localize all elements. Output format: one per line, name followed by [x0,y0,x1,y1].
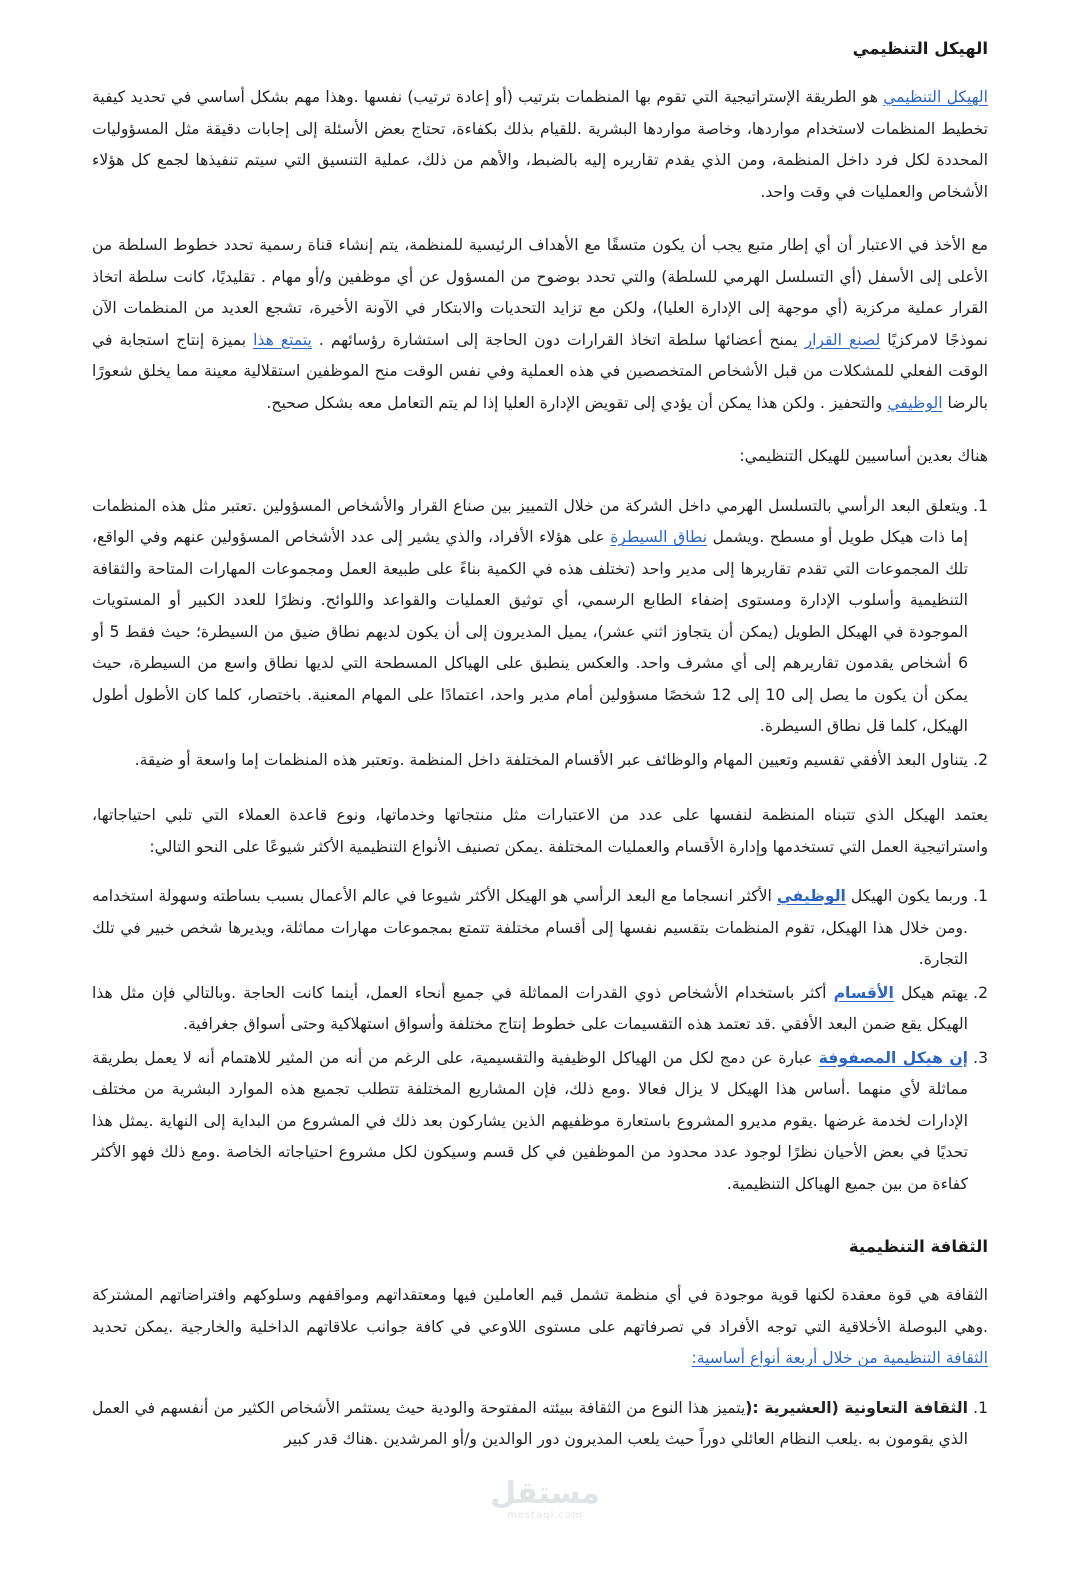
culture-types-list [92,1393,988,1456]
watermark-text: مستقل [490,1476,600,1511]
paragraph-structure-types-intro: يعتمد الهيكل الذي تتبناه المنظمة لنفسها على عدد من الاعتبارات مثل منتجاتها وخدماتها، ونوع قاعدة العملاء التي تلبي احتياجاتها، واستراتيجية العمل التي تستخدمها وإدارة الأقسام والعمليات المختلفة .يمكن تصنيف الأنواع التنظيمية الأكثر شيوعًا على النحو التالي: [92,806,988,856]
watermark-subtext: mostaql.com [507,1510,583,1521]
list-item [92,978,988,1041]
dimensions-list [92,491,988,777]
list-number: 1. [973,496,988,515]
paragraph-culture-definition [92,1280,988,1375]
paragraph-structure-definition [92,82,988,208]
list-item-text: يتناول البعد الأفقي تقسيم وتعيين المهام والوظائف عبر الأقسام المختلفة داخل المنظمة .وتعتبر هذه المنظمات إما واسعة أو ضيقة. [134,750,968,769]
article [92,28,988,1480]
list-item-heading: الثقافة التعاونية (العشيرية :( [745,1398,968,1417]
paragraph-text: هو الطريقة الإستراتيجية التي تقوم بها المنظمات بترتيب (أو إعادة ترتيب) نفسها .وهذا مهم بشكل أساسي في تحديد كيفية تخطيط المنظمات لاستخدام مواردها، وخاصة مواردها البشرية .للقيام بذلك بكفاءة، تحتاج بعض الأسئلة إلى إجابات دقيقة مثل المسؤوليات المحددة لكل فرد داخل المنظمة، ومن الذي يقدم تقاريره إليه بالضبط، والأهم من ذلك، عملية التنسيق التي سيتم تنفيذها لجمع كل هؤلاء الأشخاص والعمليات في وقت واحد. [92,88,988,201]
link-decision-making[interactable]: لصنع القرار [804,330,881,349]
list-item [92,745,988,777]
list-item [92,881,988,976]
section-title-org-culture: الثقافة التنظيمية [848,1237,988,1256]
list-item-text: يتميز هذا النوع من الثقافة ببيئته المفتوحة والودية حيث يستثمر الأشخاص الكثير من أنفسهم في العمل الذي يقومون به .يلعب النظام العائلي دوراً حيث يلعب المديرون دور الوالدين و/أو المرشدين .هناك قدر كبير [92,1398,968,1448]
list-item-text: ويتعلق البعد الرأسي بالتسلسل الهرمي داخل الشركة من خلال التمييز بين صناع القرار والأشخاص المسؤولين .تعتبر مثل هذه المنظمات إما ذات هيكل طويل أو مسطح .ويشمل [92,496,968,546]
link-culture-types[interactable]: الثقافة التنظيمية من خلال أربعة أنواع أساسية: [691,1349,988,1367]
list-item-text: على هؤلاء الأفراد، والذي يشير إلى عدد الأشخاص المسؤولين عنهم وفي الواقع، تلك المجموعات التي تقدم تقاريرها إلى مدير واحد (تختلف هذه في الكمية بناءً على طبيعة العمل ومجموعات المهارات المتاحة والثقافة التنظيمية وأسلوب الإدارة ومستوى إضفاء الطابع الرسمي، أي توثيق العمليات والقواعد واللوائح. ونظرًا للعدد الكبير أو المستويات الموجودة في الهيكل الطويل (يمكن أن يتجاوز اثني عشر)، يميل المديرون إلى أن يكون لديهم نطاق ضيق من السيطرة؛ حيث فقط 5 أو 6 أشخاص يقدمون تقاريرهم إلى أي مشرف واحد. والعكس ينطبق على الهياكل المسطحة التي لديها نطاق واسع من السيطرة، حيث يمكن أن يكون ما يصل إلى 10 إلى 12 شخصًا مسؤولين أمام مدير واحد، اعتمادًا على المهام المعنية. باختصار، كلما كان الأطول أطول الهيكل، كلما قل نطاق السيطرة. [92,528,968,735]
paragraph-text: بميزة إنتاج استجابة في الوقت الفعلي للمشكلات من قبل الأشخاص المتخصصين في هذه العملية وفي نفس الوقت منح الموظفين استقلالية معينة مما يخلق شعورًا بالرضا [92,330,988,412]
structure-types-list [92,881,988,1200]
list-item-text: يهتم هيكل [893,983,968,1002]
link-matrix-structure[interactable]: إن هيكل المصفوفة [818,1048,968,1067]
list-item-text: الأكثر انسجاما مع البعد الرأسي هو الهيكل الأكثر شيوعا في عالم الأعمال بسبب بساطته وسهولة استخدامه .ومن خلال هذا الهيكل، تقوم المنظمات بتقسيم نفسها إلى أقسام مختلفة تتمتع بمجموعات مهارات مماثلة، ويديرها شخص خبير في تلك التجارة. [92,887,968,968]
link-span-of-control[interactable]: نطاق السيطرة [610,528,708,546]
section-title-org-structure: الهيكل التنظيمي [852,39,988,58]
list-number: 1. [973,1398,988,1417]
list-item [92,1043,988,1201]
list-number: 2. [973,750,988,769]
list-item-text: أكثر باستخدام الأشخاص ذوي القدرات المماثلة في جميع أنحاء العمل، أينما كانت الحاجة .وبالتالي فإن مثل هذا الهيكل يقع ضمن البعد الأفقي .قد تعتمد هذه التقسيمات على خطوط إنتاج مختلفة وأسواق استهلاكية وحتى أسواق جغرافية. [92,983,968,1033]
paragraph-dimensions-intro: هناك بعدين أساسيين للهيكل التنظيمي: [739,447,988,465]
link-functional[interactable]: الوظيفي [776,887,846,905]
list-item-text: عبارة عن دمج لكل من الهياكل الوظيفية والتقسيمية، على الرغم من أنه من المثير للاهتمام أنه لا يعمل بطريقة مماثلة لأي منهما .أساس هذا الهيكل لا يزال فعالا .ومع ذلك، فإن المشاريع المختلفة تتطلب تجميع هذه الموارد البشرية من مختلف الإدارات لخدمة غرضها .يقوم مديرو المشروع باستعارة موظفيهم الذين يشاركون بعد ذلك في المشروع من البداية إلى النهاية .يمثل هذا تحديًا في بعض الأحيان نظرًا لوجود عدد محدود من الموظفين في كل قسم وسيكون لكل مشروع احتياجاته الخاصة .ومع ذلك فهو الأكثر كفاءة من بين جميع الهياكل التنظيمية. [92,1048,968,1193]
list-item [92,1393,988,1456]
link-divisional[interactable]: الأقسام [833,983,894,1002]
paragraph-text: مع الأخذ في الاعتبار أن أي إطار متبع يجب أن يكون متسقًا مع الأهداف الرئيسية للمنظمة، يتم إنشاء قناة رسمية تحدد خطوط السلطة من الأعلى إلى الأسفل (أي التسلسل الهرمي للسلطة) والتي تحدد بوضوح من المسؤول عن أي موظفين و/أو مهام . تقليديًا، كانت سلطة اتخاذ القرار عملية مركزية (أي موجهة إلى الإدارة العليا)، ولكن مع تزايد التحديات والابتكار في الآونة الأخيرة، تشجع العديد من المنظمات الآن نموذجًا لامركزيًا [92,236,988,349]
link-this-enjoys[interactable]: يتمتع هذا [253,330,312,349]
link-org-structure[interactable]: الهيكل التنظيمي [883,88,988,106]
list-number: 2. [973,983,988,1002]
paragraph-text: والتحفيز . ولكن هذا يمكن أن يؤدي إلى تقويض الإدارة العليا إذا لم يتم التعامل معه بشكل صحيح. [266,393,888,412]
list-item [92,491,988,743]
link-job-satisfaction[interactable]: الوظيفي [887,393,943,412]
list-number: 3. [973,1048,988,1067]
paragraph-authority [92,230,988,419]
paragraph-text: يمنح أعضائها سلطة اتخاذ القرارات دون الحاجة إلى استشارة رؤسائهم . [318,330,805,349]
list-item-text: وربما يكون الهيكل [845,887,968,905]
mostaql-watermark-logo [470,1478,620,1522]
paragraph-text: الثقافة هي قوة معقدة لكنها قوية موجودة في أي منظمة تشمل قيم العاملين فيها ومعتقداتهم ومواقفهم وسلوكهم وافتراضاتهم المشتركة .وهي البوصلة الأخلاقية التي توجه الأفراد في تصرفاتهم على مستوى اللاوعي في كافة جوانب علاقاتهم الداخلية والخارجية .يمكن تحديد [92,1286,988,1336]
list-number: 1. [973,887,988,905]
